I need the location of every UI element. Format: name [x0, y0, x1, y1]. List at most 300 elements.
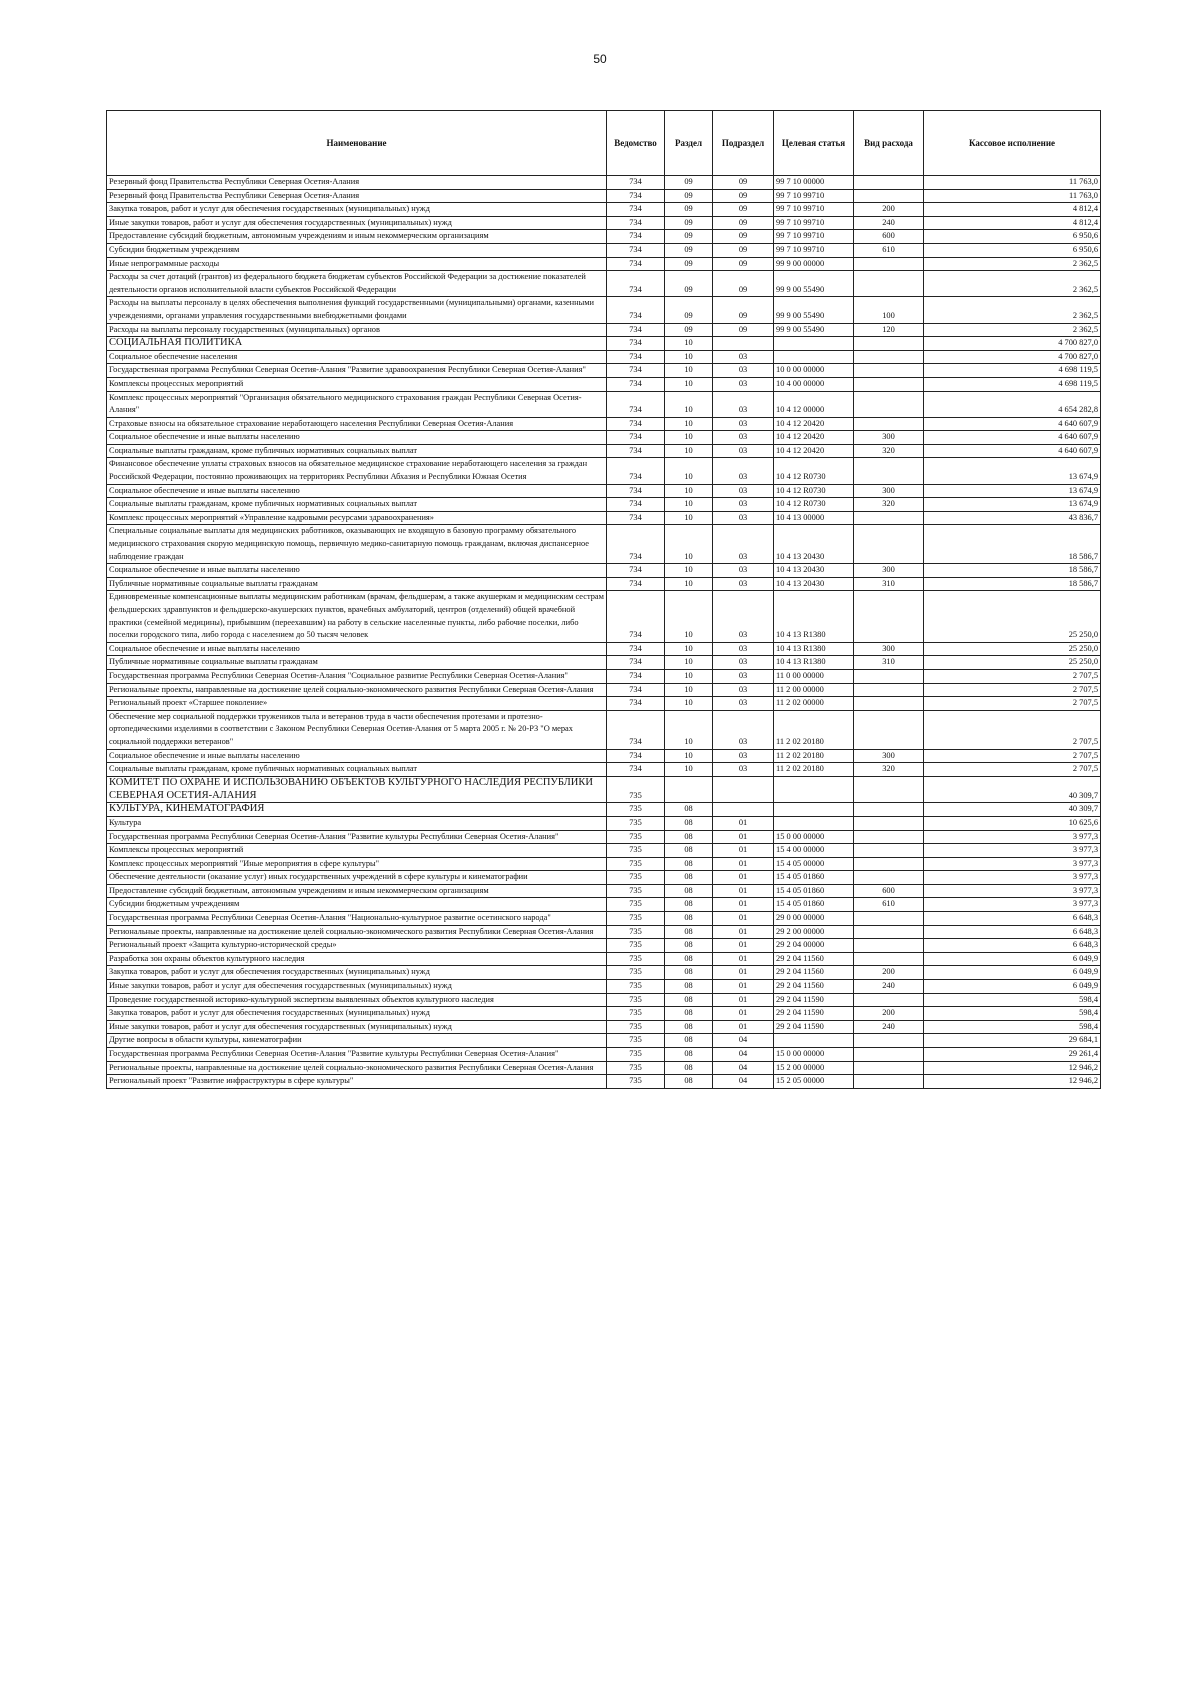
row-vid-raskhoda: [854, 952, 924, 966]
row-vedomstvo: 734: [607, 364, 665, 378]
row-name: Резервный фонд Правительства Республики Северная Осетия-Алания: [107, 189, 607, 203]
table-row: [107, 257, 1101, 271]
row-celevaya-statya: 10 4 13 20430: [774, 564, 854, 578]
row-name: Региональный проект "Развитие инфраструктуры в сфере культуры": [107, 1075, 607, 1089]
row-kassovoe-ispolnenie: 6 648,3: [924, 925, 1101, 939]
table-row: [107, 1048, 1101, 1062]
row-celevaya-statya: 29 2 04 11590: [774, 993, 854, 1007]
row-vid-raskhoda: 610: [854, 898, 924, 912]
row-kassovoe-ispolnenie: 6 950,6: [924, 243, 1101, 257]
table-row: [107, 417, 1101, 431]
row-podrazdel: 01: [713, 871, 774, 885]
row-celevaya-statya: 99 7 10 99710: [774, 230, 854, 244]
row-celevaya-statya: 15 0 00 00000: [774, 830, 854, 844]
row-vedomstvo: 735: [607, 993, 665, 1007]
row-vedomstvo: 734: [607, 216, 665, 230]
row-vid-raskhoda: [854, 697, 924, 711]
row-kassovoe-ispolnenie: 13 674,9: [924, 458, 1101, 484]
row-vedomstvo: 735: [607, 1020, 665, 1034]
table-row: [107, 857, 1101, 871]
row-celevaya-statya: 10 4 13 R1380: [774, 656, 854, 670]
table-row: [107, 203, 1101, 217]
row-razdel: 10: [665, 458, 713, 484]
row-vid-raskhoda: [854, 816, 924, 830]
row-celevaya-statya: 10 4 13 20430: [774, 577, 854, 591]
row-razdel: 08: [665, 1034, 713, 1048]
row-vid-raskhoda: 310: [854, 577, 924, 591]
row-podrazdel: 01: [713, 993, 774, 1007]
row-razdel: 08: [665, 939, 713, 953]
row-kassovoe-ispolnenie: 6 049,9: [924, 966, 1101, 980]
row-celevaya-statya: [774, 337, 854, 351]
row-celevaya-statya: 15 4 05 01860: [774, 884, 854, 898]
row-name: Другие вопросы в области культуры, кинематографии: [107, 1034, 607, 1048]
row-podrazdel: 03: [713, 683, 774, 697]
row-vid-raskhoda: [854, 1075, 924, 1089]
row-name: Культура: [107, 816, 607, 830]
row-celevaya-statya: [774, 803, 854, 817]
row-name: Социальное обеспечение и иные выплаты населению: [107, 564, 607, 578]
row-podrazdel: 03: [713, 391, 774, 417]
table-row: [107, 1061, 1101, 1075]
budget-table: [106, 110, 1101, 1089]
row-vedomstvo: 735: [607, 803, 665, 817]
row-vid-raskhoda: 300: [854, 484, 924, 498]
row-vedomstvo: 735: [607, 1048, 665, 1062]
row-podrazdel: 01: [713, 952, 774, 966]
row-vedomstvo: 735: [607, 980, 665, 994]
row-celevaya-statya: 29 2 04 11590: [774, 1020, 854, 1034]
row-razdel: 08: [665, 1048, 713, 1062]
row-name: Иные непрограммные расходы: [107, 257, 607, 271]
row-celevaya-statya: 15 2 05 00000: [774, 1075, 854, 1089]
row-podrazdel: 03: [713, 511, 774, 525]
row-name: Проведение государственной историко-культурной экспертизы выявленных объектов культурного наследия: [107, 993, 607, 1007]
row-vid-raskhoda: [854, 871, 924, 885]
row-vedomstvo: 735: [607, 912, 665, 926]
row-razdel: 10: [665, 577, 713, 591]
row-vedomstvo: 734: [607, 271, 665, 297]
row-kassovoe-ispolnenie: 6 950,6: [924, 230, 1101, 244]
row-kassovoe-ispolnenie: 18 586,7: [924, 577, 1101, 591]
row-kassovoe-ispolnenie: 12 946,2: [924, 1075, 1101, 1089]
row-razdel: 08: [665, 898, 713, 912]
table-row: [107, 511, 1101, 525]
row-celevaya-statya: 15 4 05 01860: [774, 898, 854, 912]
row-name: Публичные нормативные социальные выплаты гражданам: [107, 577, 607, 591]
row-kassovoe-ispolnenie: 2 707,5: [924, 669, 1101, 683]
row-kassovoe-ispolnenie: 18 586,7: [924, 525, 1101, 564]
row-celevaya-statya: 10 4 12 20420: [774, 431, 854, 445]
row-razdel: 09: [665, 216, 713, 230]
row-razdel: 08: [665, 1020, 713, 1034]
row-vedomstvo: 735: [607, 1075, 665, 1089]
row-vedomstvo: 735: [607, 816, 665, 830]
row-podrazdel: 03: [713, 458, 774, 484]
row-podrazdel: 01: [713, 939, 774, 953]
row-podrazdel: 03: [713, 417, 774, 431]
row-vedomstvo: 734: [607, 350, 665, 364]
row-kassovoe-ispolnenie: 3 977,3: [924, 884, 1101, 898]
row-vid-raskhoda: [854, 912, 924, 926]
row-celevaya-statya: 99 7 10 99710: [774, 243, 854, 257]
row-name: Социальное обеспечение и иные выплаты населению: [107, 431, 607, 445]
row-vedomstvo: 734: [607, 203, 665, 217]
row-podrazdel: 03: [713, 444, 774, 458]
row-razdel: 08: [665, 993, 713, 1007]
table-row: [107, 803, 1101, 817]
row-celevaya-statya: [774, 1034, 854, 1048]
row-name: Субсидии бюджетным учреждениям: [107, 243, 607, 257]
row-podrazdel: [713, 803, 774, 817]
row-podrazdel: 01: [713, 844, 774, 858]
row-podrazdel: 09: [713, 297, 774, 323]
row-vedomstvo: 734: [607, 564, 665, 578]
row-razdel: 10: [665, 511, 713, 525]
row-kassovoe-ispolnenie: 3 977,3: [924, 898, 1101, 912]
row-vid-raskhoda: [854, 1061, 924, 1075]
row-celevaya-statya: 99 9 00 55490: [774, 271, 854, 297]
row-podrazdel: 09: [713, 176, 774, 190]
table-row: [107, 216, 1101, 230]
row-vid-raskhoda: [854, 844, 924, 858]
table-row: [107, 525, 1101, 564]
row-vid-raskhoda: [854, 857, 924, 871]
row-vid-raskhoda: [854, 939, 924, 953]
row-celevaya-statya: 11 2 02 20180: [774, 749, 854, 763]
row-kassovoe-ispolnenie: 6 049,9: [924, 952, 1101, 966]
row-podrazdel: 01: [713, 1007, 774, 1021]
row-vid-raskhoda: [854, 350, 924, 364]
row-podrazdel: 01: [713, 857, 774, 871]
row-vedomstvo: 734: [607, 391, 665, 417]
row-kassovoe-ispolnenie: 25 250,0: [924, 591, 1101, 642]
row-vedomstvo: 735: [607, 1034, 665, 1048]
table-row: [107, 669, 1101, 683]
row-vedomstvo: 735: [607, 871, 665, 885]
row-vedomstvo: 734: [607, 683, 665, 697]
row-kassovoe-ispolnenie: 3 977,3: [924, 844, 1101, 858]
row-razdel: 10: [665, 749, 713, 763]
row-razdel: 09: [665, 230, 713, 244]
table-row: [107, 230, 1101, 244]
table-row: [107, 391, 1101, 417]
row-vid-raskhoda: [854, 683, 924, 697]
row-razdel: 09: [665, 297, 713, 323]
row-celevaya-statya: 15 0 00 00000: [774, 1048, 854, 1062]
table-row: [107, 980, 1101, 994]
row-celevaya-statya: 29 0 00 00000: [774, 912, 854, 926]
row-celevaya-statya: 29 2 04 11560: [774, 980, 854, 994]
table-row: [107, 697, 1101, 711]
row-razdel: 08: [665, 1007, 713, 1021]
row-kassovoe-ispolnenie: 4 654 282,8: [924, 391, 1101, 417]
row-podrazdel: 09: [713, 257, 774, 271]
table-row: [107, 763, 1101, 777]
row-kassovoe-ispolnenie: 4 640 607,9: [924, 431, 1101, 445]
row-podrazdel: 03: [713, 669, 774, 683]
table-row: [107, 993, 1101, 1007]
row-name: Государственная программа Республики Северная Осетия-Алания "Социальное развитие Республики Северная Осетия-Алания": [107, 669, 607, 683]
table-row: [107, 271, 1101, 297]
row-vedomstvo: 734: [607, 577, 665, 591]
row-kassovoe-ispolnenie: 4 812,4: [924, 216, 1101, 230]
row-name: Социальное обеспечение и иные выплаты населению: [107, 749, 607, 763]
row-vedomstvo: 735: [607, 952, 665, 966]
row-razdel: 10: [665, 683, 713, 697]
row-razdel: 10: [665, 350, 713, 364]
row-name: Предоставление субсидий бюджетным, автономным учреждениям и иным некоммерческим организациям: [107, 230, 607, 244]
row-celevaya-statya: [774, 776, 854, 803]
row-name: Социальные выплаты гражданам, кроме публичных нормативных социальных выплат: [107, 763, 607, 777]
row-vedomstvo: 734: [607, 230, 665, 244]
row-name: Региональные проекты, направленные на достижение целей социально-экономического развития Республики Северная Осетия-Алания: [107, 925, 607, 939]
row-razdel: 08: [665, 952, 713, 966]
row-name: Государственная программа Республики Северная Осетия-Алания "Развитие здравоохранения Республики Северная Осетия-Алания": [107, 364, 607, 378]
row-name: Региональные проекты, направленные на достижение целей социально-экономического развития Республики Северная Осетия-Алания: [107, 683, 607, 697]
row-podrazdel: 03: [713, 350, 774, 364]
row-kassovoe-ispolnenie: 11 763,0: [924, 176, 1101, 190]
row-vedomstvo: 734: [607, 484, 665, 498]
row-razdel: 10: [665, 669, 713, 683]
row-razdel: 10: [665, 642, 713, 656]
row-vid-raskhoda: 120: [854, 323, 924, 337]
row-celevaya-statya: 99 7 10 99710: [774, 189, 854, 203]
row-kassovoe-ispolnenie: 2 362,5: [924, 257, 1101, 271]
row-name: Закупка товаров, работ и услуг для обеспечения государственных (муниципальных) нужд: [107, 966, 607, 980]
row-vedomstvo: 734: [607, 323, 665, 337]
row-name: Расходы на выплаты персоналу в целях обеспечения выполнения функций государственными (муниципальными) органами, казенными учреждениями, органами управления государственными внебюджетными фондами: [107, 297, 607, 323]
row-podrazdel: 04: [713, 1048, 774, 1062]
row-vid-raskhoda: 200: [854, 203, 924, 217]
row-celevaya-statya: 99 7 10 99710: [774, 203, 854, 217]
row-razdel: 08: [665, 844, 713, 858]
table-row: [107, 912, 1101, 926]
row-vedomstvo: 734: [607, 710, 665, 749]
row-vedomstvo: 735: [607, 1061, 665, 1075]
row-celevaya-statya: 99 7 10 00000: [774, 176, 854, 190]
header-vedomstvo: Ведомство: [607, 111, 665, 176]
row-razdel: 10: [665, 498, 713, 512]
row-razdel: 09: [665, 271, 713, 297]
row-vid-raskhoda: [854, 591, 924, 642]
page-number: 50: [593, 52, 607, 66]
row-vid-raskhoda: [854, 1034, 924, 1048]
row-razdel: [665, 776, 713, 803]
row-celevaya-statya: 11 2 02 00000: [774, 697, 854, 711]
row-podrazdel: 03: [713, 642, 774, 656]
table-row: [107, 1075, 1101, 1089]
row-vid-raskhoda: 610: [854, 243, 924, 257]
table-body: [107, 176, 1101, 1089]
table-row: [107, 925, 1101, 939]
row-kassovoe-ispolnenie: 2 707,5: [924, 683, 1101, 697]
row-celevaya-statya: 10 4 12 R0730: [774, 484, 854, 498]
row-name: Финансовое обеспечение уплаты страховых взносов на обязательное медицинское страхование неработающего населения за граждан Российской Федерации, постоянно проживающих на территориях Республики Абхазия и Республики Южная Осетия: [107, 458, 607, 484]
row-name: Комплекс процессных мероприятий «Управление кадровыми ресурсами здравоохранения»: [107, 511, 607, 525]
row-razdel: 10: [665, 656, 713, 670]
table-row: [107, 176, 1101, 190]
row-name: Государственная программа Республики Северная Осетия-Алания "Национально-культурное развитие осетинского народа": [107, 912, 607, 926]
row-vedomstvo: 734: [607, 642, 665, 656]
row-name: Закупка товаров, работ и услуг для обеспечения государственных (муниципальных) нужд: [107, 1007, 607, 1021]
row-vedomstvo: 734: [607, 176, 665, 190]
table-header-row: [107, 111, 1101, 176]
row-name: Социальные выплаты гражданам, кроме публичных нормативных социальных выплат: [107, 498, 607, 512]
row-name: Субсидии бюджетным учреждениям: [107, 898, 607, 912]
row-razdel: 10: [665, 431, 713, 445]
row-razdel: 10: [665, 417, 713, 431]
row-vid-raskhoda: [854, 257, 924, 271]
row-name: Комплекс процессных мероприятий "Иные мероприятия в сфере культуры": [107, 857, 607, 871]
row-name: Предоставление субсидий бюджетным, автономным учреждениям и иным некоммерческим организациям: [107, 884, 607, 898]
row-podrazdel: 01: [713, 1020, 774, 1034]
table-row: [107, 749, 1101, 763]
row-vid-raskhoda: [854, 669, 924, 683]
row-name: Разработка зон охраны объектов культурного наследия: [107, 952, 607, 966]
row-kassovoe-ispolnenie: 4 700 827,0: [924, 350, 1101, 364]
row-vedomstvo: 735: [607, 1007, 665, 1021]
row-celevaya-statya: 15 4 05 00000: [774, 857, 854, 871]
row-podrazdel: 01: [713, 912, 774, 926]
table-row: [107, 189, 1101, 203]
row-podrazdel: 03: [713, 377, 774, 391]
row-razdel: 09: [665, 189, 713, 203]
row-kassovoe-ispolnenie: 4 698 119,5: [924, 377, 1101, 391]
row-podrazdel: 09: [713, 203, 774, 217]
table-row: [107, 1020, 1101, 1034]
row-vedomstvo: 734: [607, 669, 665, 683]
row-razdel: 10: [665, 697, 713, 711]
header-podrazdel: Подраздел: [713, 111, 774, 176]
row-razdel: 09: [665, 323, 713, 337]
table-row: [107, 642, 1101, 656]
row-kassovoe-ispolnenie: 11 763,0: [924, 189, 1101, 203]
row-kassovoe-ispolnenie: 25 250,0: [924, 656, 1101, 670]
row-vid-raskhoda: [854, 364, 924, 378]
row-vedomstvo: 735: [607, 884, 665, 898]
row-kassovoe-ispolnenie: 13 674,9: [924, 498, 1101, 512]
row-kassovoe-ispolnenie: 2 362,5: [924, 297, 1101, 323]
row-kassovoe-ispolnenie: 2 707,5: [924, 763, 1101, 777]
table-row: [107, 683, 1101, 697]
row-celevaya-statya: 10 4 13 20430: [774, 525, 854, 564]
row-vid-raskhoda: 200: [854, 966, 924, 980]
row-vid-raskhoda: 600: [854, 884, 924, 898]
table-row: [107, 830, 1101, 844]
table-row: [107, 871, 1101, 885]
row-podrazdel: 03: [713, 749, 774, 763]
row-celevaya-statya: 11 2 02 20180: [774, 763, 854, 777]
table-row: [107, 577, 1101, 591]
row-name: Расходы за счет дотаций (грантов) из федерального бюджета бюджетам субъектов Российской Федерации за достижение показателей деятельности органов исполнительной власти субъектов Российской Федерации: [107, 271, 607, 297]
row-celevaya-statya: [774, 350, 854, 364]
row-podrazdel: 09: [713, 323, 774, 337]
row-podrazdel: 03: [713, 591, 774, 642]
row-vedomstvo: 734: [607, 498, 665, 512]
row-vedomstvo: 734: [607, 749, 665, 763]
row-vedomstvo: 734: [607, 189, 665, 203]
row-podrazdel: [713, 776, 774, 803]
row-name: Единовременные компенсационные выплаты медицинским работникам (врачам, фельдшерам, а также акушеркам и медицинским сестрам фельдшерских здравпунктов и фельдшерско-акушерских пунктов, врачебных амбулаторий, центров (отделений) общей врачебной практики (семейной медицины), прибывшим (переехавшим) на работу в сельские населенные пункты, либо рабочие поселки, либо поселки городского типа, либо города с населением до 50 тысяч человек: [107, 591, 607, 642]
row-vedomstvo: 734: [607, 697, 665, 711]
row-vid-raskhoda: 300: [854, 431, 924, 445]
row-name: Социальное обеспечение и иные выплаты населению: [107, 484, 607, 498]
row-vedomstvo: 734: [607, 656, 665, 670]
row-kassovoe-ispolnenie: 4 812,4: [924, 203, 1101, 217]
row-razdel: 08: [665, 857, 713, 871]
row-podrazdel: 09: [713, 271, 774, 297]
row-podrazdel: 01: [713, 925, 774, 939]
row-vedomstvo: 734: [607, 431, 665, 445]
row-name: Резервный фонд Правительства Республики Северная Осетия-Алания: [107, 176, 607, 190]
row-vid-raskhoda: [854, 189, 924, 203]
row-razdel: 10: [665, 525, 713, 564]
row-vedomstvo: 734: [607, 417, 665, 431]
row-podrazdel: 03: [713, 577, 774, 591]
row-name: Иные закупки товаров, работ и услуг для обеспечения государственных (муниципальных) нужд: [107, 980, 607, 994]
row-kassovoe-ispolnenie: 4 700 827,0: [924, 337, 1101, 351]
row-podrazdel: 04: [713, 1075, 774, 1089]
row-kassovoe-ispolnenie: 598,4: [924, 993, 1101, 1007]
row-vid-raskhoda: 310: [854, 656, 924, 670]
row-vedomstvo: 734: [607, 444, 665, 458]
table-row: [107, 431, 1101, 445]
row-name: Социальное обеспечение населения: [107, 350, 607, 364]
row-celevaya-statya: [774, 816, 854, 830]
table-row: [107, 458, 1101, 484]
row-kassovoe-ispolnenie: 40 309,7: [924, 776, 1101, 803]
table-row: [107, 966, 1101, 980]
table-row: [107, 591, 1101, 642]
row-vid-raskhoda: [854, 803, 924, 817]
row-vid-raskhoda: [854, 710, 924, 749]
row-podrazdel: 03: [713, 431, 774, 445]
row-name: Обеспечение мер социальной поддержки тружеников тыла и ветеранов труда в части обеспечения протезами и протезно-ортопедическими изделиями в соответствии с Законом Республики Северная Осетия-Алания от 5 марта 2005 г. № 20-РЗ "О мерах социальной поддержки ветеранов": [107, 710, 607, 749]
row-vedomstvo: 734: [607, 458, 665, 484]
row-celevaya-statya: 99 9 00 55490: [774, 297, 854, 323]
row-celevaya-statya: 10 4 12 20420: [774, 444, 854, 458]
row-vid-raskhoda: [854, 458, 924, 484]
row-vid-raskhoda: 300: [854, 749, 924, 763]
row-razdel: 10: [665, 763, 713, 777]
row-razdel: 09: [665, 243, 713, 257]
row-podrazdel: 01: [713, 898, 774, 912]
table-row: [107, 364, 1101, 378]
table-row: [107, 323, 1101, 337]
row-vid-raskhoda: [854, 337, 924, 351]
table-row: [107, 776, 1101, 803]
row-kassovoe-ispolnenie: 3 977,3: [924, 830, 1101, 844]
row-podrazdel: 03: [713, 763, 774, 777]
row-razdel: 10: [665, 564, 713, 578]
row-razdel: 10: [665, 484, 713, 498]
row-vedomstvo: 734: [607, 511, 665, 525]
row-podrazdel: [713, 337, 774, 351]
row-podrazdel: 03: [713, 484, 774, 498]
row-razdel: 09: [665, 176, 713, 190]
row-celevaya-statya: 29 2 04 00000: [774, 939, 854, 953]
table-row: [107, 898, 1101, 912]
row-razdel: 10: [665, 337, 713, 351]
row-name: Социальные выплаты гражданам, кроме публичных нормативных социальных выплат: [107, 444, 607, 458]
row-kassovoe-ispolnenie: 3 977,3: [924, 857, 1101, 871]
row-podrazdel: 01: [713, 884, 774, 898]
row-celevaya-statya: 10 0 00 00000: [774, 364, 854, 378]
row-vedomstvo: 734: [607, 257, 665, 271]
row-podrazdel: 03: [713, 697, 774, 711]
row-vid-raskhoda: [854, 417, 924, 431]
